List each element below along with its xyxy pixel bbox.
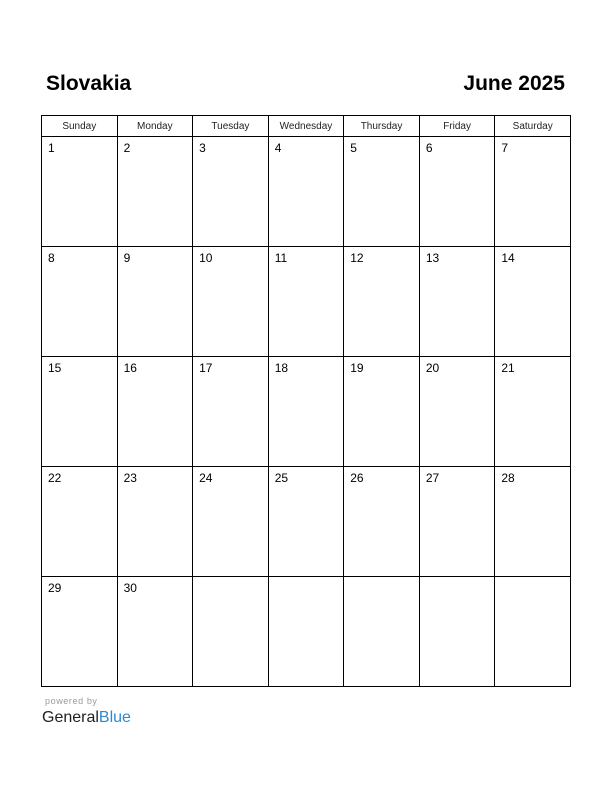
day-cell <box>419 577 495 687</box>
day-cell <box>344 577 420 687</box>
week-row <box>42 357 571 467</box>
day-number: 12 <box>350 251 364 265</box>
day-cell <box>268 357 344 467</box>
day-cell <box>42 577 118 687</box>
day-number: 10 <box>199 251 213 265</box>
generalblue-logo[interactable] <box>42 708 131 728</box>
day-cell <box>495 247 571 357</box>
week-row <box>42 137 571 247</box>
day-number <box>420 577 495 581</box>
day-cell <box>193 357 269 467</box>
day-number: 24 <box>199 471 213 485</box>
day-cell <box>495 357 571 467</box>
day-cell <box>268 247 344 357</box>
day-number <box>269 577 344 581</box>
day-number: 7 <box>501 141 509 155</box>
day-cell <box>193 467 269 577</box>
day-number: 14 <box>501 251 515 265</box>
day-cell <box>42 137 118 247</box>
day-number: 11 <box>274 251 288 265</box>
day-number: 15 <box>48 361 62 375</box>
week-row <box>42 577 571 687</box>
day-number: 21 <box>501 361 515 375</box>
day-cell <box>344 467 420 577</box>
day-cell <box>193 137 269 247</box>
day-cell <box>495 467 571 577</box>
day-cell <box>344 247 420 357</box>
day-cell <box>193 577 269 687</box>
weekday-label: Monday <box>117 116 193 137</box>
day-cell <box>495 137 571 247</box>
day-number: 9 <box>123 251 131 265</box>
weekday-label: Thursday <box>344 116 420 137</box>
logo-text-blue: Blue <box>98 709 131 726</box>
day-number: 13 <box>425 251 440 265</box>
day-number <box>344 577 419 581</box>
footer-branding <box>42 696 131 728</box>
day-number: 25 <box>274 471 289 485</box>
day-number: 17 <box>199 361 213 375</box>
day-number: 23 <box>123 471 137 485</box>
weekday-label: Sunday <box>42 116 118 137</box>
day-number: 30 <box>123 581 137 595</box>
calendar-grid <box>41 115 571 687</box>
weekday-label: Tuesday <box>193 116 269 137</box>
day-cell <box>495 577 571 687</box>
day-number <box>193 577 268 581</box>
day-cell <box>268 467 344 577</box>
day-number: 8 <box>48 251 55 265</box>
day-cell <box>268 577 344 687</box>
day-number: 18 <box>274 361 289 375</box>
day-cell <box>117 357 193 467</box>
week-row <box>42 247 571 357</box>
day-number: 28 <box>501 471 515 485</box>
day-cell <box>117 137 193 247</box>
day-number: 16 <box>123 361 137 375</box>
day-cell <box>419 247 495 357</box>
day-number: 22 <box>48 471 62 485</box>
day-number: 20 <box>425 361 440 375</box>
logo-text-general: General <box>42 709 99 726</box>
day-cell <box>42 357 118 467</box>
weekday-header-row <box>42 116 571 137</box>
day-number: 5 <box>350 141 357 155</box>
day-number: 2 <box>123 141 131 155</box>
day-number: 29 <box>48 581 62 595</box>
day-cell <box>42 467 118 577</box>
powered-by-text: powered by <box>45 696 98 706</box>
day-number: 26 <box>350 471 364 485</box>
day-cell <box>268 137 344 247</box>
day-cell <box>117 467 193 577</box>
day-cell <box>344 137 420 247</box>
day-cell <box>419 137 495 247</box>
weekday-label: Saturday <box>495 116 571 137</box>
day-cell <box>419 467 495 577</box>
day-cell <box>117 247 193 357</box>
day-cell <box>419 357 495 467</box>
day-number <box>495 577 570 581</box>
weekday-label: Wednesday <box>268 116 344 137</box>
day-number: 27 <box>425 471 440 485</box>
day-cell <box>42 247 118 357</box>
day-number: 1 <box>48 141 55 155</box>
day-cell <box>344 357 420 467</box>
day-cell <box>193 247 269 357</box>
week-row <box>42 467 571 577</box>
weekday-label: Friday <box>419 116 495 137</box>
day-cell <box>117 577 193 687</box>
calendar-month-title: June 2025 <box>463 72 565 95</box>
day-number: 6 <box>425 141 433 155</box>
calendar-country-title: Slovakia <box>46 72 132 95</box>
day-number: 19 <box>350 361 364 375</box>
day-number: 3 <box>199 141 206 155</box>
day-number: 4 <box>274 141 282 155</box>
